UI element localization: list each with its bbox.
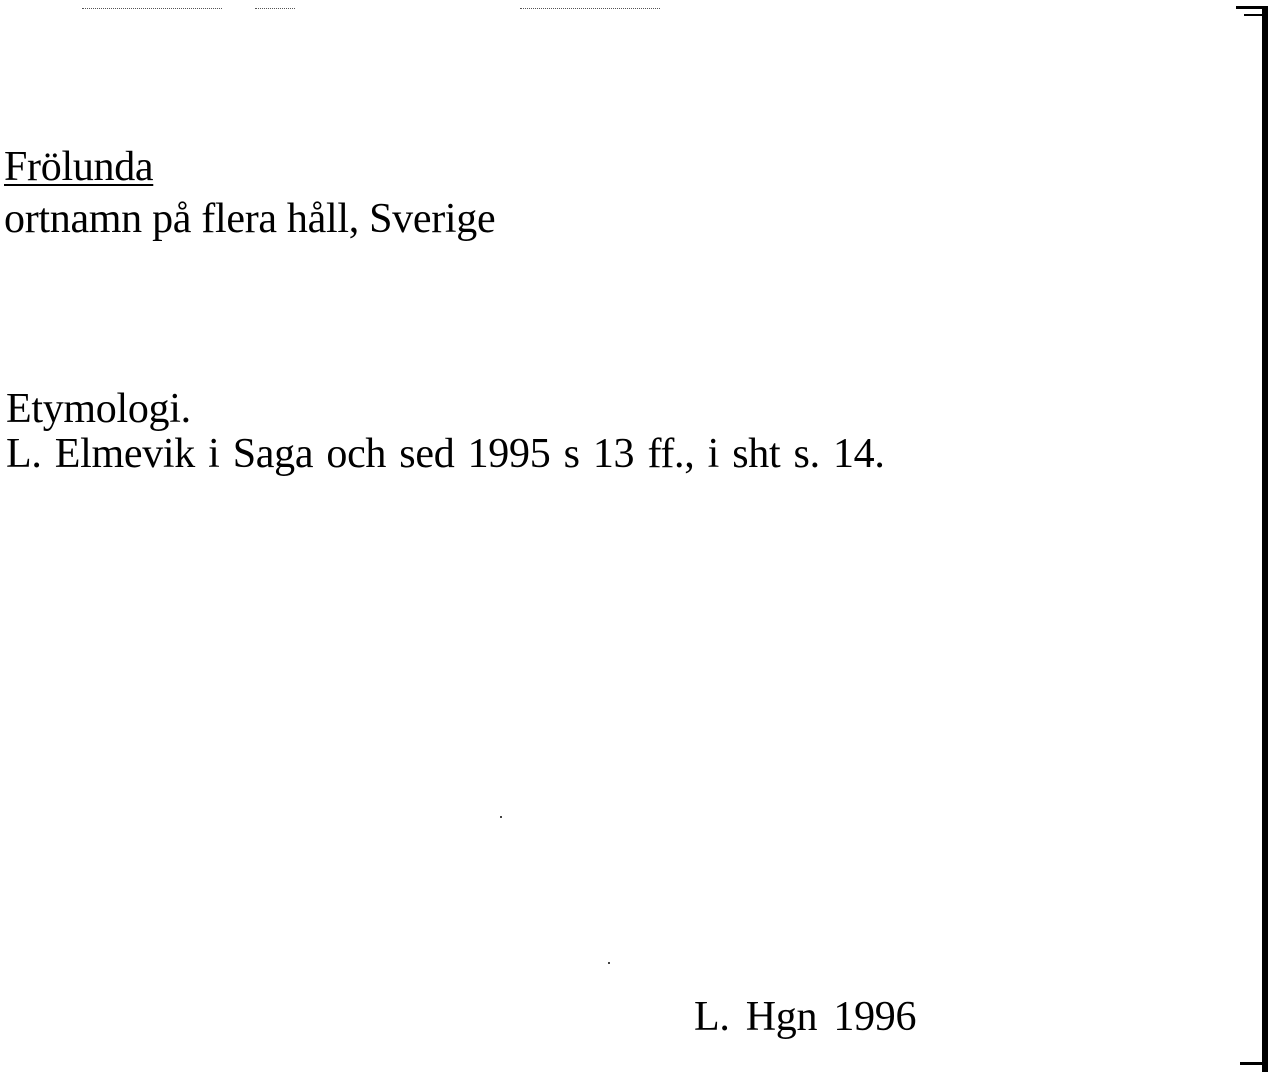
scan-artifact-dots: [255, 8, 295, 10]
scan-speck: [608, 962, 610, 964]
etymology-reference: L. Elmevik i Saga och sed 1995 s 13 ff., i sht s. 14.: [6, 431, 885, 477]
card-edge-mark: [1236, 6, 1264, 9]
signature: L. Hgn 1996: [694, 994, 917, 1040]
card-edge-mark: [1244, 14, 1262, 16]
scan-artifact-dots: [82, 8, 222, 10]
etymology-label: Etymologi.: [6, 386, 191, 432]
scan-artifact-dots: [520, 8, 660, 10]
subtitle: ortnamn på flera håll, Sverige: [4, 196, 496, 242]
card-edge-mark: [1240, 1062, 1264, 1065]
headword: Frölunda: [4, 144, 154, 190]
scan-speck: [500, 816, 502, 818]
card-right-edge: [1262, 6, 1268, 1072]
